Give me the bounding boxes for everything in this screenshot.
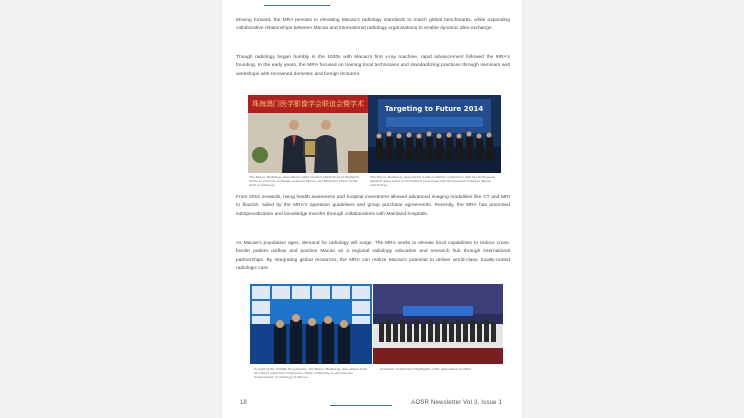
- photo-2023-conference: [373, 284, 503, 364]
- paragraph-moving-forward: Moving forward, the MRA persists in elevating Macao's radiology standards to match global benchmarks, while expanding collaborative relationships between Macao and international radiology organizations to enable dynamic idea exchange.: [236, 18, 510, 32]
- paragraph-modalities: From 2010 onwards, rising health awareness and hospital investment allowed advanced imaging modalities like CT and MRI to flourish, aided by the MRA's operation guidelines and group purchase agreements. Recently, the MRA has promoted subspecialization and knowledge transfer through collaborations with Mainland hospitals.: [236, 195, 510, 217]
- footer-rule: [330, 405, 392, 406]
- paragraph-future: As Macao's population ages, demand for radiology will surge. The MRA seeks to elevate local capabilities to reduce cross-border patient outflow and position Macao as a regional radiology education and research hub through international partnerships. By integrating global resources, the MRA can realize Macao's potential to deliver world-class, locally-rooted radiologic care.: [236, 241, 510, 272]
- header-rule: [264, 5, 330, 6]
- photo-banner-text: 珠海澳门医学影像学会联谊会暨学术: [252, 100, 364, 108]
- photo-mainland-visit: [248, 95, 368, 173]
- paragraph-history: Though radiology began humbly in the 1920s with Macao's first x-ray machine, rapid advancement followed the MRA's founding. In the early years, the MRA focused on training local technicians and standardizing practices through seminars and workshops with renowned domestic and foreign lecturers.: [236, 55, 510, 77]
- caption-mainland-visit: The Macao Radiology Association visits medical institutions in Mainland China to promote exchange between Macao and Mainland China in the field of radiology: [249, 175, 360, 187]
- newsletter-title: AOSR Newsletter Vol 3, Issue 1: [411, 400, 502, 406]
- caption-portuguese-conference: The Macao Radiology Association holds academic conference with the Portuguese Medical Association to strengthen exchanges and development between Macao and Europe: [370, 175, 496, 187]
- screen-text: Targeting to Future 2014: [384, 105, 484, 113]
- photo-portuguese-conference: [368, 95, 501, 173]
- photo-online-conference: [250, 284, 372, 364]
- caption-2023-conference: Academic Conference Highlights of the Association in 2023: [380, 367, 471, 371]
- page-number: 18: [240, 400, 247, 406]
- caption-online-conference: In light of the COVID-19 pandemic, the Macao Radiology Association held its annual academic conference online continuing to advance the development of radiology in Macao.: [254, 367, 367, 379]
